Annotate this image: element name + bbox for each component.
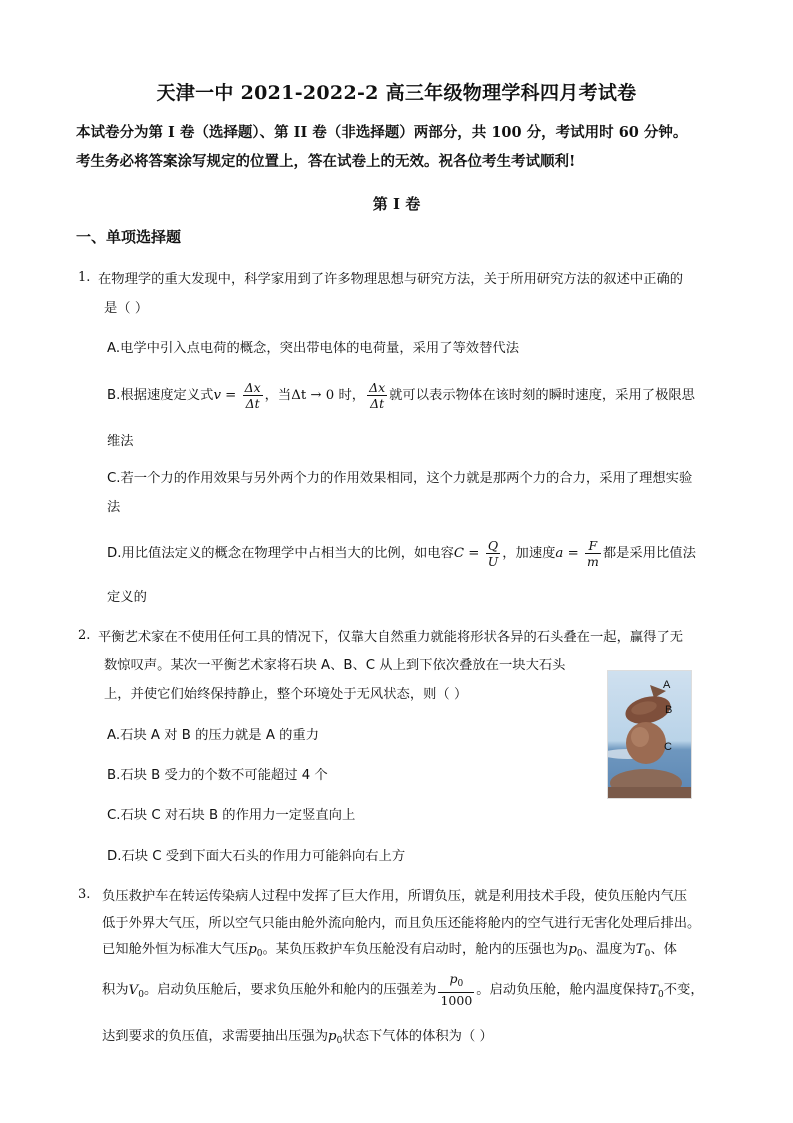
question-3-line-2: 低于外界大气压，所以空气只能由舱外流向舱内，而且负压还能将舱内的空气进行无害化处理后排出。: [102, 916, 701, 931]
section-heading: 一、单项选择题: [76, 228, 182, 246]
subscript-zero: 0: [336, 1036, 343, 1046]
subscript-zero: 0: [457, 979, 464, 989]
fraction-denominator: 1000: [440, 993, 473, 1008]
question-1-option-d-line-2: 定义的: [107, 590, 147, 605]
question-2-option-b: B.石块 B 受力的个数不可能超过 4 个: [107, 768, 328, 783]
question-3-number: 3.: [78, 887, 91, 902]
question-1-option-b: [107, 378, 695, 414]
stacked-stones-photo: [607, 670, 692, 799]
subscript-zero: 0: [658, 989, 664, 1000]
velocity-fraction: [243, 380, 263, 411]
question-2-number: 2.: [78, 628, 91, 643]
question-2-option-d: D.石块 C 受到下面大石头的作用力可能斜向右上方: [107, 849, 406, 864]
capacitance-symbol: C: [453, 546, 465, 561]
question-1-option-b-line-2: 维法: [107, 434, 134, 449]
velocity-symbol: v: [213, 388, 221, 403]
limit-condition: Δt → 0 时，: [291, 388, 366, 403]
question-1-option-c-line-2: 法: [107, 500, 121, 515]
question-2-stem-line-2: 数惊叹声。某次一平衡艺术家将石块 A、B、C 从上到下依次叠放在一块大石头: [104, 658, 566, 673]
acceleration-symbol: a: [555, 546, 564, 561]
question-3-line-5: [102, 1025, 493, 1046]
question-1-number: 1.: [78, 270, 91, 285]
temperature-symbol: T: [649, 982, 659, 998]
question-3-line-4: [102, 971, 704, 1009]
question-2-stem-line-3: 上，并使它们始终保持静止，整个环境处于无风状态，则（ ）: [104, 687, 468, 702]
exam-intro-line-2: 考生务必将答案涂写规定的位置上，答在试卷上的无效。祝各位考生考试顺利!: [76, 153, 576, 170]
fraction-numerator: Q: [486, 538, 501, 554]
question-1-stem-line-1: 在物理学的重大发现中，科学家用到了许多物理思想与研究方法，关于所用研究方法的叙述中正确的: [98, 272, 684, 287]
question-2-stem-line-1: 平衡艺术家在不使用任何工具的情况下，仅靠大自然重力就能将形状各异的石头叠在一起，赢得了无: [98, 630, 684, 645]
option-d-prefix: D.用比值法定义的概念在物理学中占相当大的比例，如电容: [107, 546, 454, 561]
pressure-difference-fraction: [438, 971, 474, 1008]
option-b-mid: ，当: [264, 388, 292, 403]
exam-intro-line-1: 本试卷分为第 I 卷（选择题）、第 II 卷（非选择题）两部分，共 100 分，考试用时 60 分钟。: [76, 124, 688, 141]
capacitance-fraction: [486, 538, 501, 569]
ratio-fraction: [367, 380, 387, 411]
fraction-numerator: F: [585, 538, 601, 554]
pressure-symbol: p: [449, 971, 458, 986]
fraction-denominator: U: [487, 553, 499, 569]
question-1-option-a: A.电学中引入点电荷的概念，突出带电体的电荷量，采用了等效替代法: [107, 341, 519, 356]
volume-heading: 第 I 卷: [372, 195, 421, 213]
question-2-option-a: A.石块 A 对 B 的压力就是 A 的重力: [107, 728, 320, 743]
line-4-part-c: 。启动负压舱，舱内温度保持: [476, 982, 650, 998]
equals-sign: =: [563, 546, 583, 561]
subscript-zero: 0: [644, 949, 651, 959]
line-4-part-d: 不变，: [663, 982, 704, 998]
question-1-stem-line-2: 是（ ）: [104, 301, 149, 316]
pressure-p0: [568, 942, 582, 957]
exam-title: 天津一中 2021-2022-2 高三年级物理学科四月考试卷: [156, 82, 637, 104]
volume-symbol: V: [128, 982, 139, 998]
fraction-denominator: m: [586, 553, 599, 569]
fraction-numerator: Δx: [244, 379, 261, 395]
line-4-part-b: 。启动负压舱后，要求负压舱外和舱内的压强差为: [143, 982, 437, 998]
stone-label-a: A: [663, 679, 671, 691]
equals-sign: =: [220, 388, 241, 403]
option-b-prefix: B.根据速度定义式: [107, 388, 214, 403]
pressure-symbol: p: [568, 942, 577, 957]
subscript-zero: 0: [576, 949, 583, 959]
temperature-t0: [636, 942, 651, 957]
acceleration-fraction: [585, 538, 601, 569]
option-b-suffix: 就可以表示物体在该时刻的瞬时速度，采用了极限思: [389, 388, 695, 403]
stone-label-c: C: [664, 741, 672, 753]
question-1-option-c: C.若一个力的作用效果与另外两个力的作用效果相同，这个力就是那两个力的合力，采用了理想实验: [107, 471, 693, 486]
option-d-suffix: 都是采用比值法: [602, 546, 696, 561]
subscript-zero: 0: [256, 949, 263, 959]
stacked-stones-illustration: [608, 671, 691, 798]
fraction-numerator: [438, 971, 474, 993]
fraction-denominator: Δt: [245, 395, 260, 411]
pressure-p0: [248, 942, 262, 957]
option-d-mid: ，加速度: [502, 546, 556, 561]
question-2-option-c: C.石块 C 对石块 B 的作用力一定竖直向上: [107, 808, 356, 823]
subscript-zero: 0: [138, 989, 144, 1000]
question-3-line-3: [102, 938, 677, 959]
stone-label-b: B: [665, 704, 673, 716]
fraction-denominator: Δt: [370, 395, 385, 411]
question-1-option-d: [107, 535, 696, 573]
line-3-part-d: 、体: [650, 942, 677, 957]
line-4-part-a: 积为: [102, 982, 129, 998]
line-5-part-b: 状态下气体的体积为（ ）: [342, 1029, 493, 1044]
temperature-t0: [649, 983, 664, 998]
pressure-symbol: p: [328, 1029, 337, 1044]
pressure-symbol: p: [248, 942, 257, 957]
volume-v0: [129, 983, 144, 998]
pressure-p0: [328, 1029, 342, 1044]
question-3-line-1: 负压救护车在转运传染病人过程中发挥了巨大作用，所谓负压，就是利用技术手段，使负压舱内气压: [102, 889, 688, 904]
line-3-part-b: 。某负压救护车负压舱没有启动时，舱内的压强也为: [262, 942, 569, 957]
line-3-part-a: 已知舱外恒为标准大气压: [102, 942, 249, 957]
equals-sign: =: [464, 546, 484, 561]
fraction-numerator: Δx: [369, 379, 386, 395]
line-3-part-c: 、温度为: [582, 942, 636, 957]
line-5-part-a: 达到要求的负压值，求需要抽出压强为: [102, 1029, 329, 1044]
temperature-symbol: T: [635, 942, 645, 957]
